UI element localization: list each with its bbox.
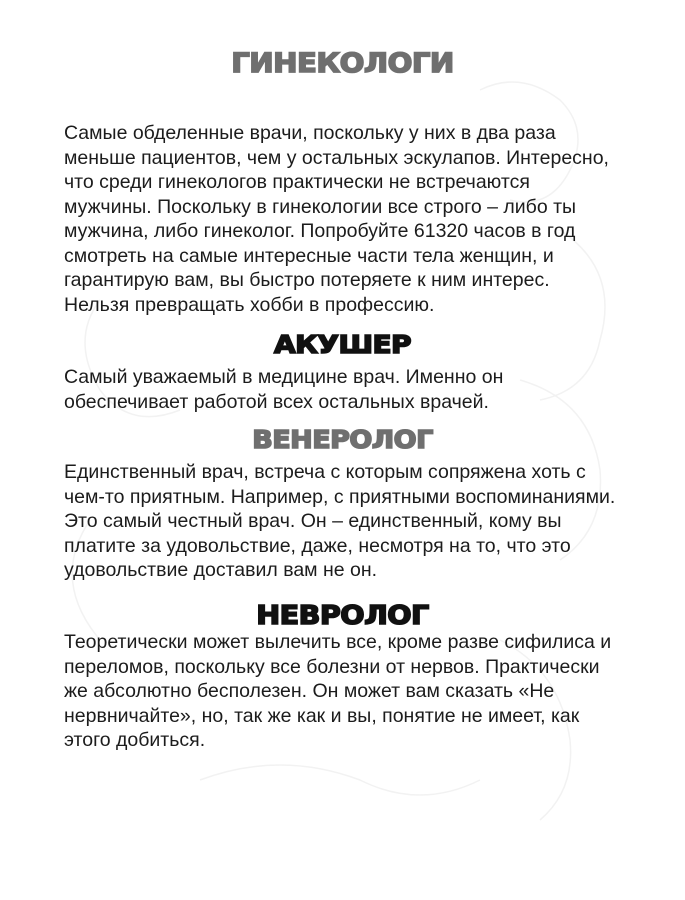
text-line: нервничайте», но, так же как и вы, понятие не имеет, как xyxy=(64,704,580,727)
text-line: что среди гинекологов практически не встречаются xyxy=(64,171,530,193)
section-paragraph xyxy=(64,121,664,317)
text-line: Самый уважаемый в медицине врач. Именно он xyxy=(64,366,504,388)
section-paragraph xyxy=(64,460,664,583)
text-line: меньше пациентов, чем у остальных эскулапов. Интересно, xyxy=(64,146,609,169)
text-line: Единственный врач, встреча с которым сопряжена хоть с xyxy=(64,461,586,483)
section-paragraph xyxy=(64,365,664,414)
text-line: гарантирую вам, вы быстро потеряете к ним интерес. xyxy=(64,269,550,291)
text-line: смотреть на самые интересные части тела женщин, и xyxy=(64,244,554,267)
section-paragraph xyxy=(64,630,664,753)
text-line: же абсолютно бесполезен. Он может вам сказать «Не xyxy=(64,680,555,702)
section-heading: НЕВРОЛОГ xyxy=(256,601,429,631)
text-line: чем-то приятным. Например, с приятными воспоминаниями. xyxy=(64,485,616,508)
section-heading: ГИНЕКОЛОГИ xyxy=(231,48,454,79)
text-line: Самые обделенные врачи, поскольку у них в два раза xyxy=(64,122,556,144)
section-heading: АКУШЕР xyxy=(273,330,412,359)
text-line: Это самый честный врач. Он – единственный, кому вы xyxy=(64,510,562,532)
text-line: удовольствие доставил вам не он. xyxy=(64,559,378,581)
text-line: переломов, поскольку все болезни от нервов. Практически xyxy=(64,655,600,678)
text-line: платите за удовольствие, даже, несмотря на то, что это xyxy=(64,534,571,557)
text-line: мужчина, либо гинеколог. Попробуйте 61320 часов в год xyxy=(64,220,576,242)
text-line: этого добиться. xyxy=(64,729,206,751)
text-line: мужчины. Поскольку в гинекологии все строго – либо ты xyxy=(64,195,577,218)
text-line: обеспечивает работой всех остальных врачей. xyxy=(64,390,489,413)
text-line: Теоретически может вылечить все, кроме разве сифилиса и xyxy=(64,631,612,653)
section-heading: ВЕНЕРОЛОГ xyxy=(252,425,433,454)
text-line: Нельзя превращать хобби в профессию. xyxy=(64,293,435,316)
